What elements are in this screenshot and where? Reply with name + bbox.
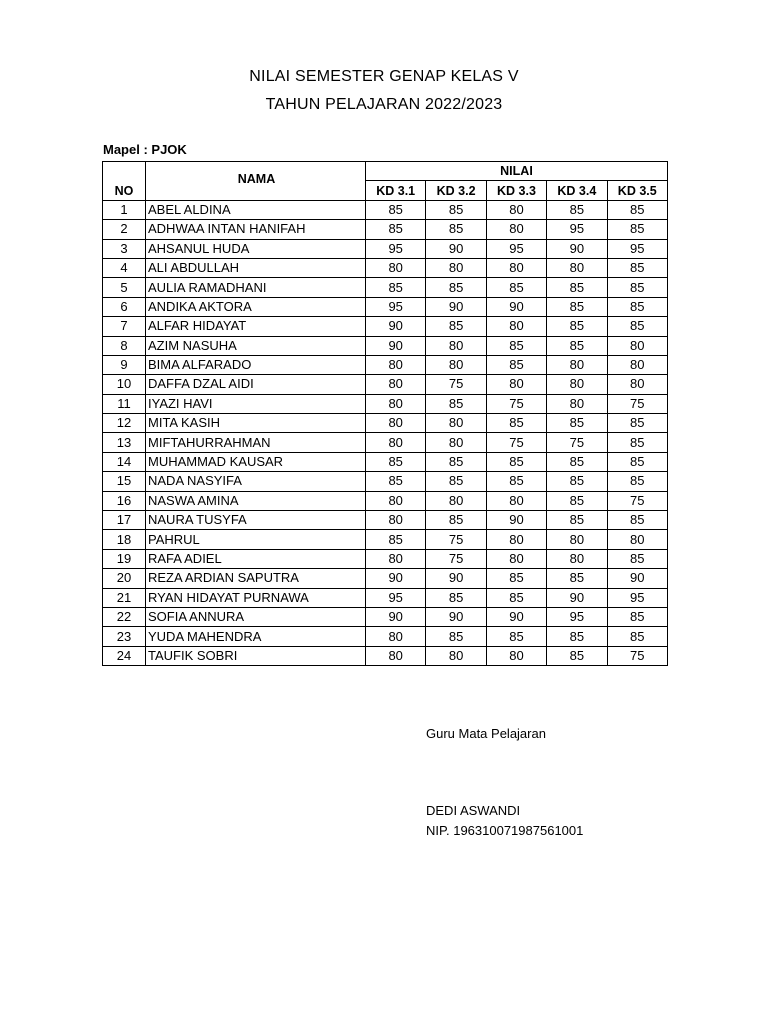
score-cell: 85 bbox=[607, 317, 667, 336]
score-cell: 80 bbox=[547, 258, 607, 277]
score-cell: 80 bbox=[547, 375, 607, 394]
row-number: 5 bbox=[103, 278, 146, 297]
score-cell: 85 bbox=[426, 200, 486, 219]
score-cell: 95 bbox=[366, 588, 426, 607]
row-number: 8 bbox=[103, 336, 146, 355]
student-name: ADHWAA INTAN HANIFAH bbox=[146, 220, 366, 239]
row-number: 23 bbox=[103, 627, 146, 646]
score-cell: 90 bbox=[426, 607, 486, 626]
table-row bbox=[103, 452, 668, 471]
student-name: AULIA RAMADHANI bbox=[146, 278, 366, 297]
row-number: 14 bbox=[103, 452, 146, 471]
score-cell: 80 bbox=[366, 491, 426, 510]
score-cell: 85 bbox=[607, 452, 667, 471]
header-kd-3-3: KD 3.3 bbox=[486, 181, 546, 200]
score-cell: 80 bbox=[426, 646, 486, 665]
table-row bbox=[103, 627, 668, 646]
table-row bbox=[103, 278, 668, 297]
score-cell: 95 bbox=[607, 239, 667, 258]
score-cell: 85 bbox=[547, 472, 607, 491]
score-cell: 75 bbox=[426, 549, 486, 568]
score-cell: 90 bbox=[607, 569, 667, 588]
student-name: NASWA AMINA bbox=[146, 491, 366, 510]
score-cell: 80 bbox=[486, 491, 546, 510]
header-kd-3-1: KD 3.1 bbox=[366, 181, 426, 200]
table-row bbox=[103, 375, 668, 394]
table-row bbox=[103, 239, 668, 258]
score-cell: 85 bbox=[426, 452, 486, 471]
score-cell: 80 bbox=[547, 549, 607, 568]
score-cell: 85 bbox=[486, 569, 546, 588]
score-cell: 80 bbox=[366, 627, 426, 646]
document-subtitle: TAHUN PELAJARAN 2022/2023 bbox=[265, 96, 503, 113]
student-name: MIFTAHURRAHMAN bbox=[146, 433, 366, 452]
student-name: ALI ABDULLAH bbox=[146, 258, 366, 277]
table-row bbox=[103, 530, 668, 549]
score-cell: 80 bbox=[486, 530, 546, 549]
score-cell: 85 bbox=[607, 627, 667, 646]
student-name: YUDA MAHENDRA bbox=[146, 627, 366, 646]
score-cell: 80 bbox=[366, 414, 426, 433]
score-cell: 85 bbox=[486, 452, 546, 471]
score-cell: 95 bbox=[366, 297, 426, 316]
score-cell: 80 bbox=[547, 530, 607, 549]
header-no: NO bbox=[103, 162, 146, 201]
table-row bbox=[103, 549, 668, 568]
score-cell: 80 bbox=[486, 200, 546, 219]
signature-role: Guru Mata Pelajaran bbox=[426, 726, 546, 741]
score-cell: 85 bbox=[486, 472, 546, 491]
row-number: 1 bbox=[103, 200, 146, 219]
student-name: DAFFA DZAL AIDI bbox=[146, 375, 366, 394]
score-cell: 85 bbox=[607, 433, 667, 452]
score-cell: 85 bbox=[366, 452, 426, 471]
student-name: RYAN HIDAYAT PURNAWA bbox=[146, 588, 366, 607]
score-cell: 85 bbox=[547, 511, 607, 530]
score-cell: 80 bbox=[547, 355, 607, 374]
score-cell: 80 bbox=[366, 646, 426, 665]
student-name: MITA KASIH bbox=[146, 414, 366, 433]
score-cell: 85 bbox=[607, 297, 667, 316]
score-cell: 85 bbox=[426, 588, 486, 607]
table-row bbox=[103, 355, 668, 374]
score-cell: 80 bbox=[426, 491, 486, 510]
score-cell: 80 bbox=[486, 646, 546, 665]
score-cell: 80 bbox=[366, 433, 426, 452]
score-cell: 80 bbox=[366, 375, 426, 394]
header-nilai: NILAI bbox=[366, 162, 668, 181]
score-cell: 85 bbox=[547, 452, 607, 471]
score-cell: 75 bbox=[547, 433, 607, 452]
student-name: ABEL ALDINA bbox=[146, 200, 366, 219]
score-cell: 85 bbox=[426, 472, 486, 491]
signature-nip: NIP. 196310071987561001 bbox=[426, 823, 584, 838]
score-cell: 85 bbox=[426, 627, 486, 646]
student-name: TAUFIK SOBRI bbox=[146, 646, 366, 665]
row-number: 24 bbox=[103, 646, 146, 665]
student-name: PAHRUL bbox=[146, 530, 366, 549]
score-cell: 75 bbox=[426, 530, 486, 549]
score-cell: 90 bbox=[547, 239, 607, 258]
row-number: 19 bbox=[103, 549, 146, 568]
score-cell: 85 bbox=[486, 278, 546, 297]
score-cell: 90 bbox=[426, 569, 486, 588]
table-row bbox=[103, 607, 668, 626]
score-cell: 85 bbox=[486, 355, 546, 374]
score-cell: 80 bbox=[607, 375, 667, 394]
score-cell: 85 bbox=[486, 336, 546, 355]
score-cell: 80 bbox=[486, 317, 546, 336]
row-number: 3 bbox=[103, 239, 146, 258]
signature-name: DEDI ASWANDI bbox=[426, 803, 521, 818]
score-cell: 80 bbox=[426, 433, 486, 452]
student-name: NADA NASYIFA bbox=[146, 472, 366, 491]
student-name: AZIM NASUHA bbox=[146, 336, 366, 355]
table-row bbox=[103, 588, 668, 607]
score-cell: 85 bbox=[547, 200, 607, 219]
table-row bbox=[103, 394, 668, 413]
student-name: AHSANUL HUDA bbox=[146, 239, 366, 258]
score-cell: 85 bbox=[607, 200, 667, 219]
score-cell: 90 bbox=[366, 317, 426, 336]
score-cell: 90 bbox=[486, 607, 546, 626]
score-cell: 85 bbox=[607, 414, 667, 433]
score-cell: 80 bbox=[486, 258, 546, 277]
score-cell: 80 bbox=[547, 394, 607, 413]
row-number: 17 bbox=[103, 511, 146, 530]
score-cell: 85 bbox=[607, 278, 667, 297]
student-name: ANDIKA AKTORA bbox=[146, 297, 366, 316]
score-cell: 85 bbox=[547, 317, 607, 336]
score-cell: 85 bbox=[486, 414, 546, 433]
score-cell: 85 bbox=[547, 336, 607, 355]
score-cell: 95 bbox=[547, 220, 607, 239]
score-cell: 85 bbox=[366, 200, 426, 219]
header-kd-3-2: KD 3.2 bbox=[426, 181, 486, 200]
row-number: 16 bbox=[103, 491, 146, 510]
score-cell: 80 bbox=[366, 258, 426, 277]
row-number: 4 bbox=[103, 258, 146, 277]
header-nama: NAMA bbox=[146, 162, 366, 201]
table-row bbox=[103, 336, 668, 355]
score-cell: 85 bbox=[607, 472, 667, 491]
score-cell: 80 bbox=[366, 511, 426, 530]
score-cell: 90 bbox=[366, 336, 426, 355]
table-row bbox=[103, 511, 668, 530]
score-cell: 75 bbox=[486, 433, 546, 452]
score-cell: 85 bbox=[426, 511, 486, 530]
row-number: 21 bbox=[103, 588, 146, 607]
score-cell: 80 bbox=[607, 530, 667, 549]
score-cell: 85 bbox=[426, 278, 486, 297]
row-number: 12 bbox=[103, 414, 146, 433]
score-cell: 80 bbox=[486, 220, 546, 239]
score-cell: 75 bbox=[607, 491, 667, 510]
score-cell: 90 bbox=[486, 297, 546, 316]
row-number: 11 bbox=[103, 394, 146, 413]
grades-table-body bbox=[103, 200, 668, 665]
document-title: NILAI SEMESTER GENAP KELAS V bbox=[249, 68, 519, 85]
header-kd-3-4: KD 3.4 bbox=[547, 181, 607, 200]
score-cell: 75 bbox=[607, 394, 667, 413]
row-number: 7 bbox=[103, 317, 146, 336]
score-cell: 95 bbox=[366, 239, 426, 258]
table-row bbox=[103, 297, 668, 316]
row-number: 2 bbox=[103, 220, 146, 239]
score-cell: 85 bbox=[607, 549, 667, 568]
table-row bbox=[103, 414, 668, 433]
score-cell: 80 bbox=[426, 355, 486, 374]
student-name: SOFIA ANNURA bbox=[146, 607, 366, 626]
score-cell: 80 bbox=[486, 549, 546, 568]
student-name: MUHAMMAD KAUSAR bbox=[146, 452, 366, 471]
score-cell: 75 bbox=[607, 646, 667, 665]
score-cell: 90 bbox=[366, 569, 426, 588]
score-cell: 85 bbox=[547, 491, 607, 510]
score-cell: 75 bbox=[426, 375, 486, 394]
table-row bbox=[103, 433, 668, 452]
score-cell: 75 bbox=[486, 394, 546, 413]
table-row bbox=[103, 258, 668, 277]
score-cell: 85 bbox=[607, 511, 667, 530]
table-row bbox=[103, 200, 668, 219]
score-cell: 80 bbox=[366, 355, 426, 374]
score-cell: 80 bbox=[607, 355, 667, 374]
score-cell: 80 bbox=[366, 394, 426, 413]
score-cell: 95 bbox=[547, 607, 607, 626]
table-row bbox=[103, 317, 668, 336]
row-number: 15 bbox=[103, 472, 146, 491]
student-name: RAFA ADIEL bbox=[146, 549, 366, 568]
header-kd-3-5: KD 3.5 bbox=[607, 181, 667, 200]
score-cell: 90 bbox=[426, 239, 486, 258]
score-cell: 90 bbox=[366, 607, 426, 626]
grades-table bbox=[102, 161, 668, 666]
score-cell: 80 bbox=[426, 258, 486, 277]
score-cell: 80 bbox=[426, 414, 486, 433]
score-cell: 85 bbox=[366, 220, 426, 239]
score-cell: 85 bbox=[607, 220, 667, 239]
table-row bbox=[103, 220, 668, 239]
row-number: 22 bbox=[103, 607, 146, 626]
student-name: REZA ARDIAN SAPUTRA bbox=[146, 569, 366, 588]
student-name: ALFAR HIDAYAT bbox=[146, 317, 366, 336]
score-cell: 85 bbox=[607, 607, 667, 626]
score-cell: 85 bbox=[426, 220, 486, 239]
student-name: NAURA TUSYFA bbox=[146, 511, 366, 530]
score-cell: 85 bbox=[426, 394, 486, 413]
table-row bbox=[103, 472, 668, 491]
row-number: 9 bbox=[103, 355, 146, 374]
score-cell: 85 bbox=[426, 317, 486, 336]
score-cell: 85 bbox=[547, 627, 607, 646]
row-number: 13 bbox=[103, 433, 146, 452]
score-cell: 90 bbox=[426, 297, 486, 316]
score-cell: 85 bbox=[547, 414, 607, 433]
score-cell: 90 bbox=[547, 588, 607, 607]
score-cell: 95 bbox=[607, 588, 667, 607]
score-cell: 90 bbox=[486, 511, 546, 530]
student-name: BIMA ALFARADO bbox=[146, 355, 366, 374]
row-number: 6 bbox=[103, 297, 146, 316]
score-cell: 85 bbox=[366, 472, 426, 491]
score-cell: 85 bbox=[547, 646, 607, 665]
score-cell: 85 bbox=[547, 278, 607, 297]
score-cell: 85 bbox=[486, 627, 546, 646]
score-cell: 85 bbox=[607, 258, 667, 277]
score-cell: 85 bbox=[366, 530, 426, 549]
score-cell: 80 bbox=[426, 336, 486, 355]
score-cell: 85 bbox=[547, 297, 607, 316]
row-number: 20 bbox=[103, 569, 146, 588]
score-cell: 80 bbox=[486, 375, 546, 394]
row-number: 10 bbox=[103, 375, 146, 394]
score-cell: 85 bbox=[547, 569, 607, 588]
table-row bbox=[103, 491, 668, 510]
row-number: 18 bbox=[103, 530, 146, 549]
score-cell: 85 bbox=[366, 278, 426, 297]
student-name: IYAZI HAVI bbox=[146, 394, 366, 413]
score-cell: 80 bbox=[366, 549, 426, 568]
table-row bbox=[103, 646, 668, 665]
table-row bbox=[103, 569, 668, 588]
score-cell: 85 bbox=[486, 588, 546, 607]
subject-label: Mapel : PJOK bbox=[103, 142, 187, 157]
score-cell: 80 bbox=[607, 336, 667, 355]
score-cell: 95 bbox=[486, 239, 546, 258]
